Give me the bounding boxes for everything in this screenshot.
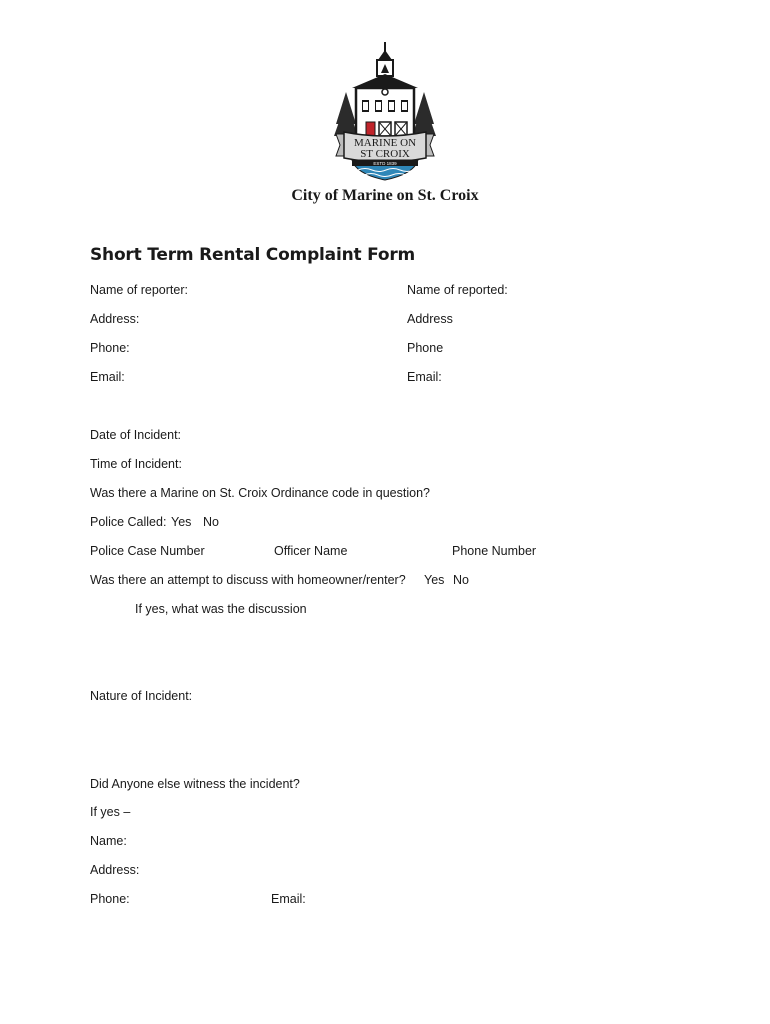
police-called-label: Police Called: <box>90 515 167 529</box>
witness-name-label: Name: <box>90 834 127 848</box>
witness-if-yes: If yes – <box>90 805 131 819</box>
incident-date-label: Date of Incident: <box>90 428 182 442</box>
city-title: City of Marine on St. Croix <box>291 187 479 204</box>
city-seal-logo <box>332 40 438 182</box>
police-case-number-label: Police Case Number <box>90 544 205 558</box>
discuss-attempt-yes: Yes <box>424 573 445 587</box>
reported-phone-label: Phone <box>407 341 444 355</box>
seal-banner <box>336 132 434 162</box>
form-title: Short Term Rental Complaint Form <box>90 245 416 265</box>
witness-email-label: Email: <box>271 892 306 906</box>
discuss-attempt-no: No <box>453 573 469 587</box>
witness-address-label: Address: <box>90 863 140 877</box>
reported-email-label: Email: <box>407 370 442 384</box>
nature-of-incident-label: Nature of Incident: <box>90 689 193 703</box>
reporter-address-label: Address: <box>90 312 140 326</box>
discussion-prompt: If yes, what was the discussion <box>135 602 307 616</box>
seal-established: ESTD 1839 <box>373 161 397 166</box>
reporter-name-label: Name of reporter: <box>90 283 188 297</box>
police-called-yes: Yes <box>171 515 192 529</box>
officer-phone-number-label: Phone Number <box>452 544 537 558</box>
discuss-attempt-question: Was there an attempt to discuss with homeowner/renter? <box>90 573 406 587</box>
police-called-no: No <box>203 515 219 529</box>
witness-question: Did Anyone else witness the incident? <box>90 777 300 791</box>
reporter-email-label: Email: <box>90 370 125 384</box>
officer-name-label: Officer Name <box>274 544 348 558</box>
seal-banner-line2: ST CROIX <box>360 148 410 160</box>
reporter-phone-label: Phone: <box>90 341 130 355</box>
seal-banner-line1: MARINE ON <box>353 137 417 149</box>
reported-name-label: Name of reported: <box>407 283 508 297</box>
ordinance-question: Was there a Marine on St. Croix Ordinance code in question? <box>90 486 430 500</box>
incident-time-label: Time of Incident: <box>90 457 182 471</box>
witness-phone-label: Phone: <box>90 892 130 906</box>
reported-address-label: Address <box>407 312 453 326</box>
